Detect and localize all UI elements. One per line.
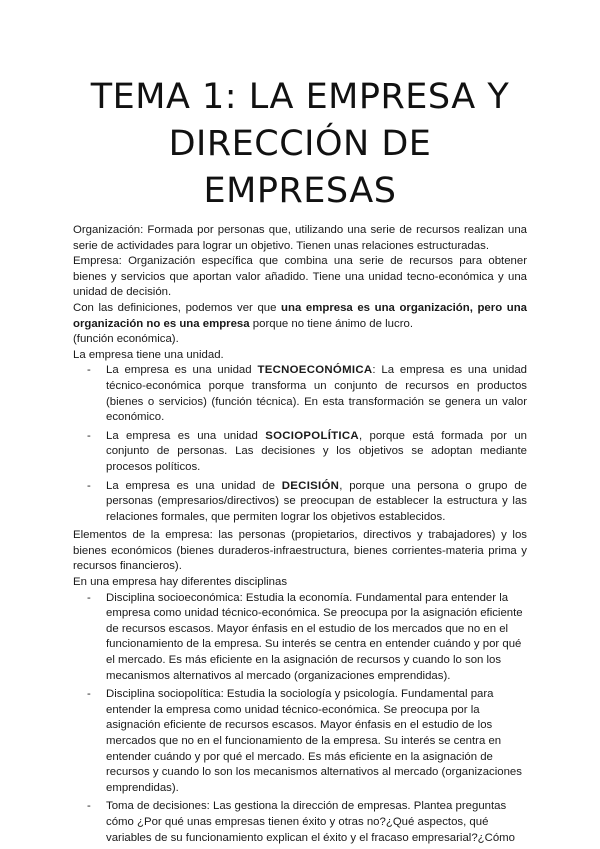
unit-item-tecnoeconomica xyxy=(106,363,527,425)
discipline-item-sociopolitica: - Disciplina sociopolítica: Estudia la sociología y psicología. Fundamental para entender la empresa como unidad técnico-económica. Se preocupa por la asignación eficiente de recursos escasos. Mayor énfasis en el estudio de los mercados que no en el funcionamiento de la empresa. Su interés se centra en entender cuándo y por qué el mercado. Es más eficiente en la asignación de recursos y cuando lo son los mecanismos alternativos al mercado (organizaciones emprendidas). xyxy=(106,687,527,796)
unit-item-text-before: La empresa es una unidad xyxy=(106,364,258,377)
unit-item-keyword: SOCIOPOLÍTICA xyxy=(265,429,359,442)
discipline-item-socioeconomica: - Disciplina socioeconómica: Estudia la economía. Fundamental para entender la empresa como unidad técnico-económica. Se preocupa por la asignación eficiente de recursos escasos. Mayor énfasis en el estudio de los mercados que no en el funcionamiento de la empresa. Su interés se centra en entender cuándo y por qué el mercado. Es más eficiente en la asignación de recursos y cuando lo son los mecanismos alternativos al mercado (organizaciones emprendidas). xyxy=(106,591,527,685)
title-line-1: TEMA 1: LA EMPRESA Y xyxy=(90,77,510,117)
title-line-2: DIRECCIÓN DE xyxy=(168,124,432,164)
document-body xyxy=(73,223,527,849)
unit-item-text-after: , porque está formada por un conjunto de personas. Las decisiones y los objetivos se adoptan mediante procesos políticos. xyxy=(106,429,527,473)
title-line-3: EMPRESAS xyxy=(203,171,397,211)
discipline-item-toma-decisiones: - Toma de decisiones: Las gestiona la dirección de empresas. Plantea preguntas cómo ¿Por qué unas empresas tienen éxito y otras no?¿Qué aspectos, qué variables de su funcionamiento explican el éxito y el fracaso empresarial?¿Cómo xyxy=(106,799,527,846)
conclusion-paragraph xyxy=(73,301,527,332)
definition-empresa: Empresa: Organización específica que combina una serie de recursos para obtener bienes y servicios que aportan valor añadido. Tiene una unidad tecno-económica y una unidad de decisión. xyxy=(73,255,527,299)
conclusion-bold-text: una empresa es una organización, pero una organización no es una empresa xyxy=(73,301,528,330)
unit-item-text-after: , porque una persona o grupo de personas (empresarios/directivos) se preocupan de establecer la estructura y las relaciones formales, que permiten lograr los objetivos establecidos. xyxy=(106,479,527,523)
conclusion-note: (función económica). xyxy=(73,333,179,346)
unit-item-text-before: La empresa es una unidad de xyxy=(106,479,282,492)
unit-item-keyword: TECNOECONÓMICA xyxy=(257,364,373,377)
unit-item-text-after: : La empresa es una unidad técnico-económica porque transforma un conjunto de recursos en productos (bienes o servicios) (función técnica). En esta transformación se genera un valor económico. xyxy=(106,364,527,424)
unit-item-decision xyxy=(106,479,527,526)
disciplines-list xyxy=(73,591,527,847)
unit-item-keyword: DECISIÓN xyxy=(281,479,340,492)
conclusion-text-after: porque no tiene ánimo de lucro. xyxy=(249,317,413,330)
unit-item-text-before: La empresa es una unidad xyxy=(106,429,266,442)
page-title xyxy=(0,74,600,215)
disciplines-intro: En una empresa hay diferentes disciplinas xyxy=(73,576,288,589)
unit-intro: La empresa tiene una unidad. xyxy=(73,348,224,361)
definition-organizacion: Organización: Formada por personas que, utilizando una serie de recursos realizan una serie de actividades para lograr un objetivo. Tienen unas relaciones estructuradas. xyxy=(73,224,527,252)
elements-paragraph: Elementos de la empresa: las personas (propietarios, directivos y trabajadores) y los bienes económicos (bienes duraderos-infraestructura, bienes corrientes-materia prima y recursos financieros). xyxy=(73,529,527,573)
conclusion-text-before: Con las definiciones, podemos ver que xyxy=(73,301,282,314)
unit-list xyxy=(73,363,527,525)
unit-item-sociopolitica xyxy=(106,429,527,476)
